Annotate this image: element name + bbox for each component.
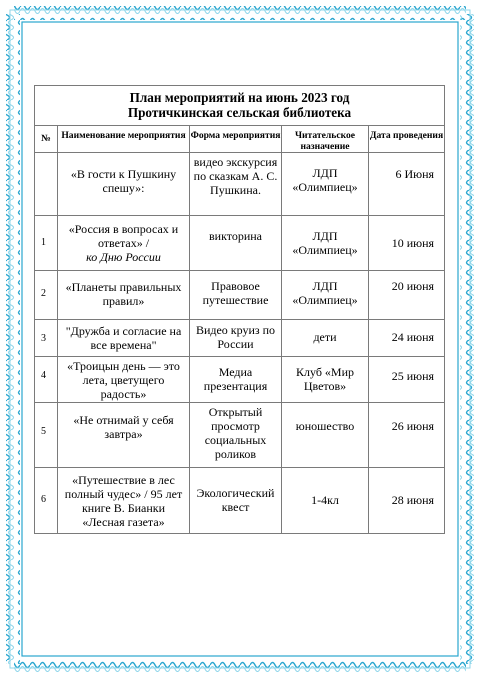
row-event: «Не отнимай у себя завтра» (58, 403, 190, 468)
table-row (35, 271, 445, 320)
row-date: 10 июня (369, 216, 445, 271)
row-num: 6 (35, 468, 58, 534)
table-row (35, 468, 445, 534)
header-audience: Читательское назначение (282, 126, 369, 153)
row-date: 28 июня (369, 468, 445, 534)
row-date: 6 Июня (369, 153, 445, 216)
row-audience: Клуб «Мир Цветов» (282, 357, 369, 403)
row-form: Экологический квест (190, 468, 282, 534)
row-event: «Троицын день — это лета, цветущего радость» (58, 357, 190, 403)
row-date: 20 июня (369, 271, 445, 320)
row-event: «Россия в вопросах и ответах» / ко Дню России (58, 216, 190, 271)
events-table (34, 85, 445, 534)
table-row (35, 403, 445, 468)
row-num: 1 (35, 216, 58, 271)
row-form: Видео круиз по России (190, 320, 282, 357)
row-num: 5 (35, 403, 58, 468)
row-num: 2 (35, 271, 58, 320)
row-audience: ЛДП «Олимпиец» (282, 271, 369, 320)
row-form: Медиа презентация (190, 357, 282, 403)
row-form: Правовое путешествие (190, 271, 282, 320)
header-num: № (35, 126, 58, 153)
title-line-1: План мероприятий на июнь 2023 год (129, 90, 350, 105)
table-title (35, 86, 445, 126)
row-audience: дети (282, 320, 369, 357)
row-event: "Дружба и согласие на все времена" (58, 320, 190, 357)
table-row (35, 153, 445, 216)
row-form: викторина (190, 216, 282, 271)
row-audience: ЛДП «Олимпиец» (282, 216, 369, 271)
row-num (35, 153, 58, 216)
row-form: Открытый просмотр социальных роликов (190, 403, 282, 468)
row-date: 25 июня (369, 357, 445, 403)
table-row (35, 320, 445, 357)
row-date: 24 июня (369, 320, 445, 357)
table-row (35, 216, 445, 271)
row-date: 26 июня (369, 403, 445, 468)
header-date: Дата проведения (369, 126, 445, 153)
row-form: видео экскурсия по сказкам А. С. Пушкина. (190, 153, 282, 216)
row-audience: 1-4кл (282, 468, 369, 534)
plan-document (34, 85, 444, 534)
row-event: «Планеты правильных правил» (58, 271, 190, 320)
row-num: 4 (35, 357, 58, 403)
title-line-2: Протичкинская сельская библиотека (127, 105, 352, 120)
row-audience: юношество (282, 403, 369, 468)
header-event: Наименование мероприятия (58, 126, 190, 153)
table-row (35, 357, 445, 403)
row-event: «В гости к Пушкину спешу»: (58, 153, 190, 216)
row-audience: ЛДП «Олимпиец» (282, 153, 369, 216)
header-form: Форма мероприятия (190, 126, 282, 153)
row-event: «Путешествие в лес полный чудес» / 95 лет книге В. Бианки «Лесная газета» (58, 468, 190, 534)
row-num: 3 (35, 320, 58, 357)
